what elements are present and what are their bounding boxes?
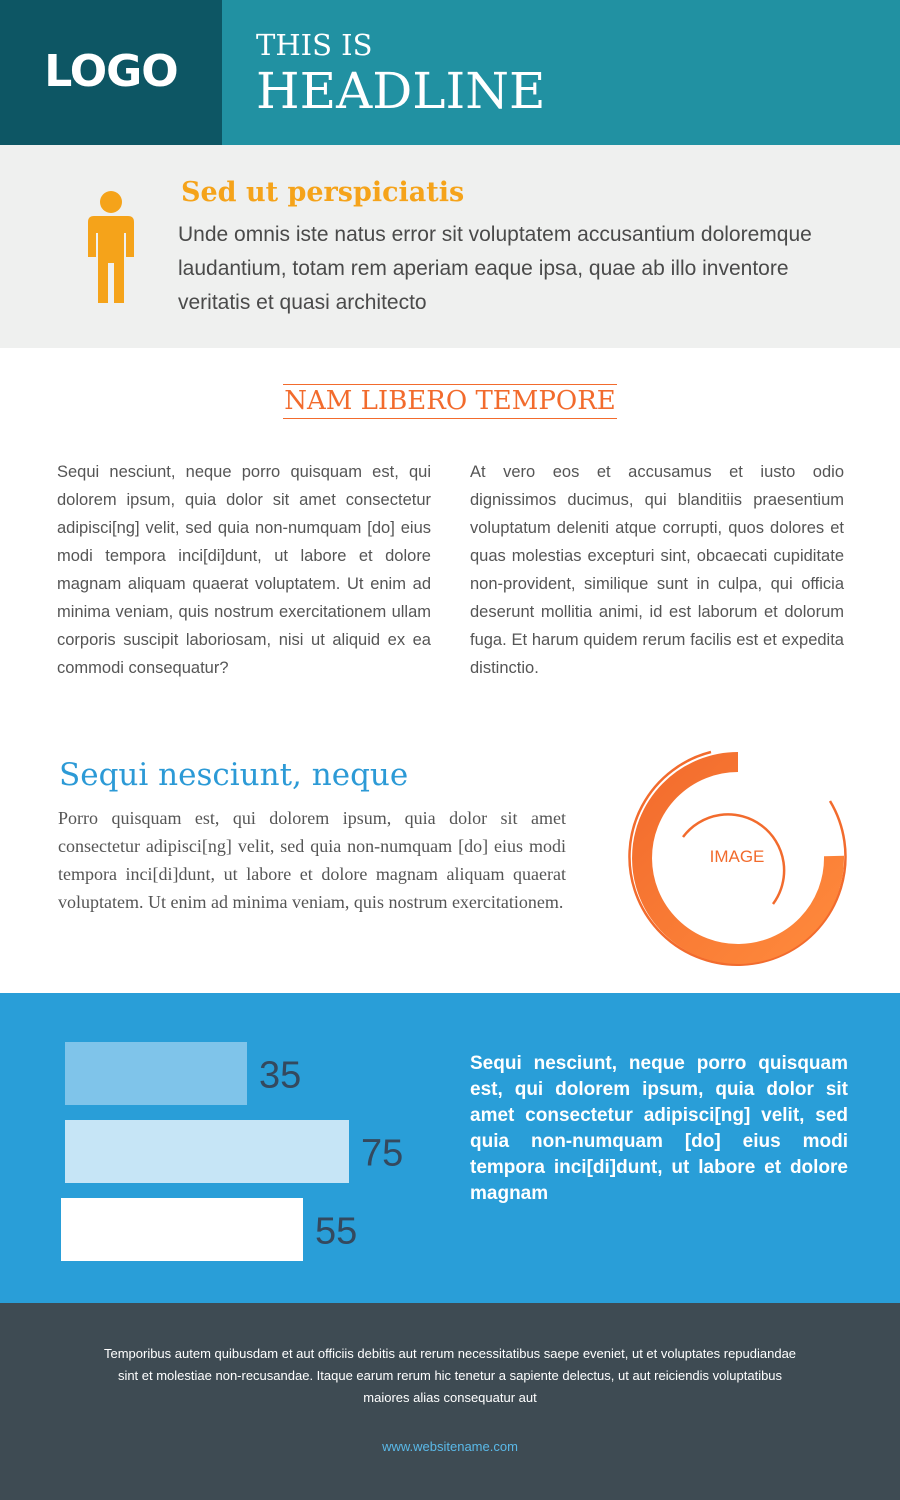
text-column-left: Sequi nesciunt, neque porro quisquam est, qui dolorem ipsum, quia dolor sit amet consectetur adipisci[ng] velit, sed quia non-numquam [do] eius modi tempora inci[di]dunt, ut labore et dolore magnam aliquam quaerat voluptatem. Ut enim ad minima veniam, quis nostrum exercitationem ullam corporis suscipit laboriosam, nisi ut aliquid ex ea commodi consequatur? [57,463,431,677]
feature-text: Porro quisquam est, qui dolorem ipsum, quia dolor sit amet consectetur adipisci[ng] velit, sed quia non-numquam [do] eius modi tempora inci[di]dunt, ut labore et dolore magnam aliquam quaerat voluptatem. Ut enim ad minima veniam, quis nostrum exercitationem. [58,808,566,912]
bar-value-label: 75 [361,1132,404,1175]
intro-text: Unde omnis iste natus error sit voluptatem accusantium doloremque laudantium, totam rem aperiam eaque ipsa, quae ab illo inventore veritatis et quasi architecto [178,223,812,314]
person-icon [86,191,136,303]
bar-3 [61,1198,303,1261]
section-title-wrap [0,384,900,419]
footer-text: Temporibus autem quibusdam et aut officiis debitis aut rerum necessitatibus saepe eveniet, ut et voluptates repudiandae sint et molestiae non-recusandae. Itaque earum rerum hic tenetur a sapiente delectus, ut aut reiciendis voluptatibus maiores alias consequatur aut [103,1346,797,1405]
bar-value-label: 55 [315,1210,358,1253]
headline: HEADLINE [256,62,546,120]
feature-title: Sequi nesciunt, neque [59,757,409,793]
image-label: IMAGE [709,847,765,866]
bar-chart [0,993,450,1303]
section-title: NAM LIBERO TEMPORE [283,384,617,419]
image-placeholder-ring [620,745,855,970]
band-text: Sequi nesciunt, neque porro quisquam est, qui dolorem ipsum, quia dolor sit amet consectetur adipisci[ng] velit, sed quia non-numquam [do] eius modi tempora inci[di]dunt, ut labore et dolore magnam [470,1053,848,1204]
website-link[interactable]: www.websitename.com [382,1439,518,1454]
footer [0,1303,900,1500]
header [0,0,900,145]
bar-1 [65,1042,247,1105]
logo: LOGO [44,46,178,97]
headline-small: THIS IS [256,28,373,62]
bar-value-label: 35 [259,1054,302,1097]
bar-2 [65,1120,349,1183]
intro-band [0,145,900,348]
logo-box[interactable] [0,0,222,145]
text-column-right: At vero eos et accusamus et iusto odio dignissimos ducimus, qui blanditiis praesentium voluptatum deleniti atque corrupti, quos dolores et quas molestias excepturi sint, obcaecati cupiditate non-provident, similique sunt in culpa, qui officia deserunt mollitia animi, id est laborum et dolorum fuga. Et harum quidem rerum facilis est et expedita distinctio. [470,463,844,677]
intro-title: Sed ut perspiciatis [181,177,465,208]
chart-band [0,993,900,1303]
